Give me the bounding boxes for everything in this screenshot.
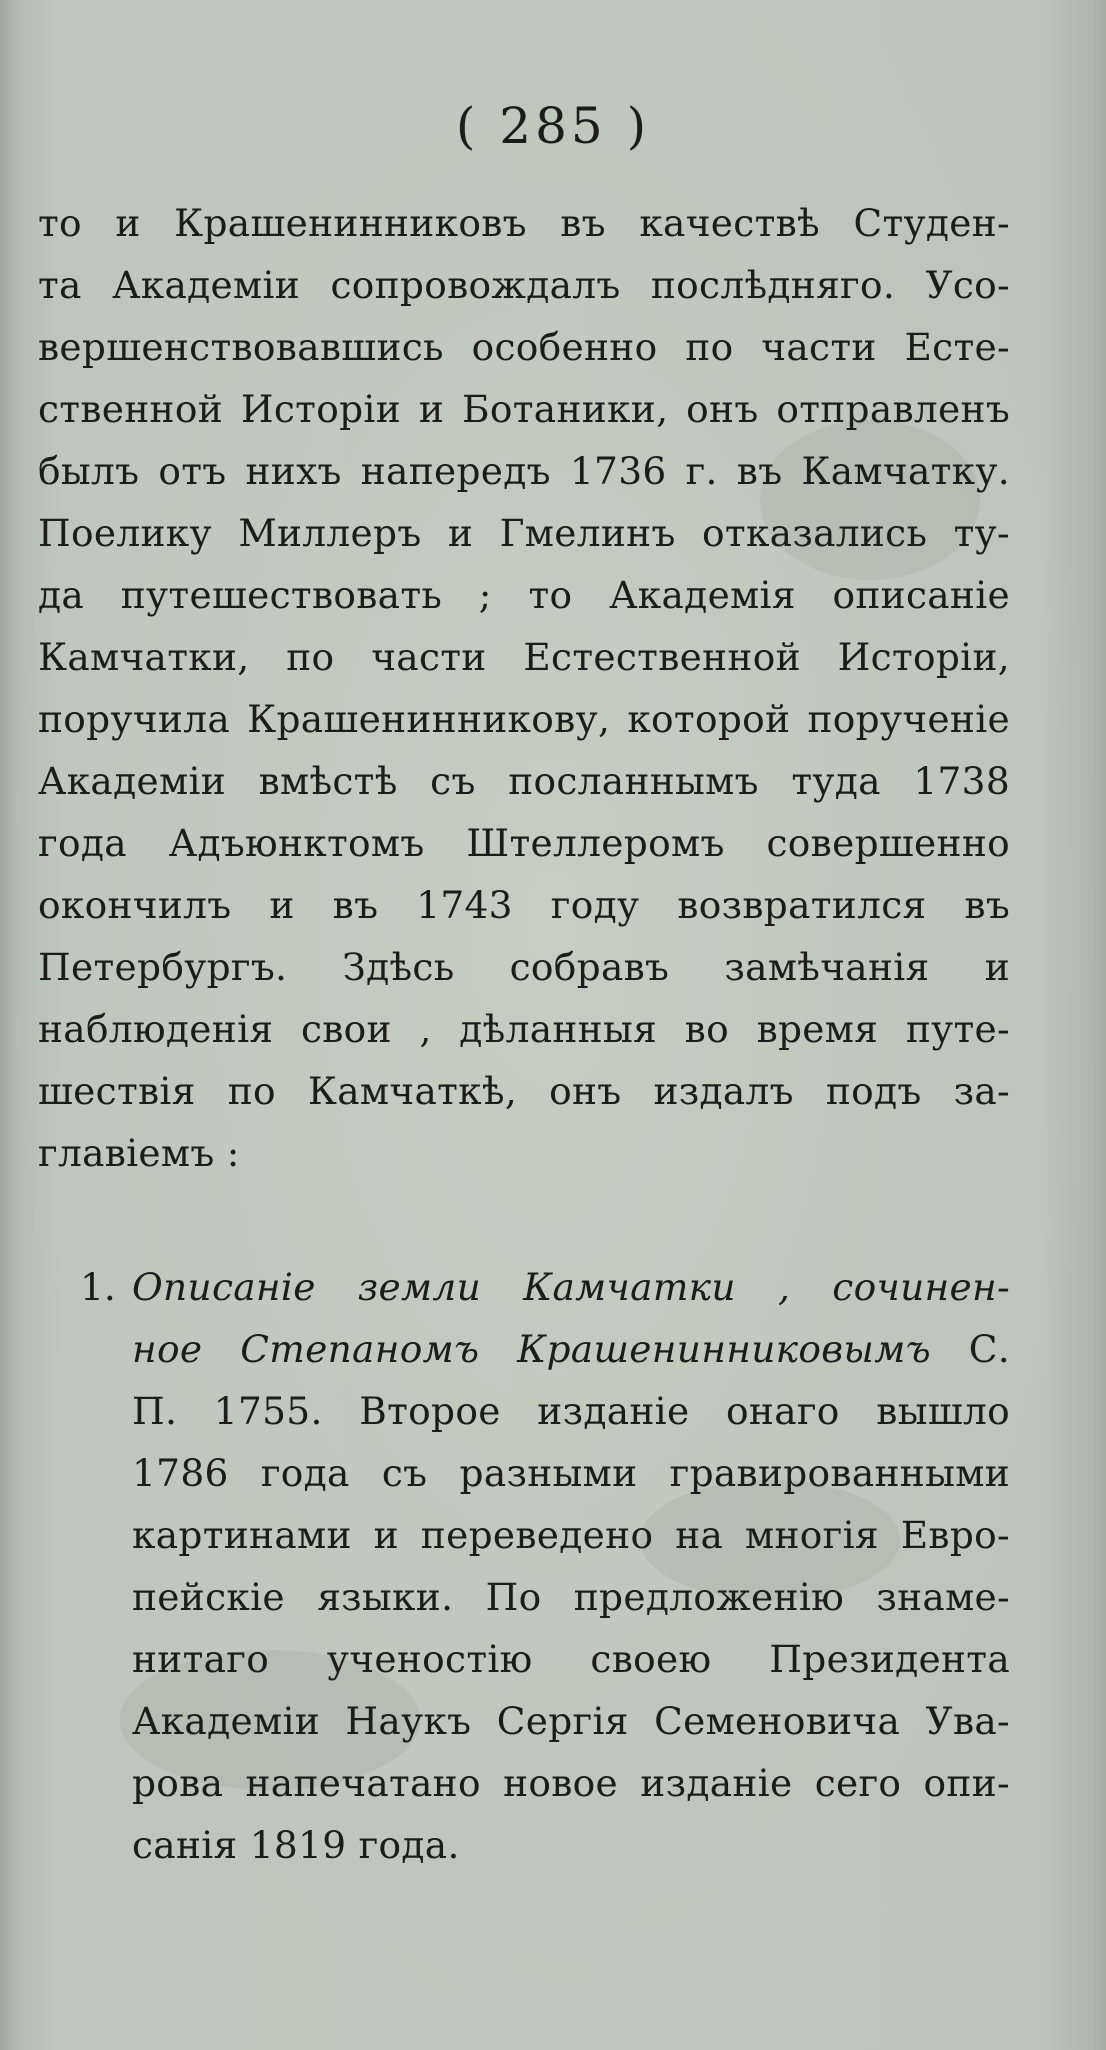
text-line: окончилъ и въ 1743 году возвратился въ	[38, 883, 1010, 927]
text-line: наблюденія свои , дѣланныя во время путе-	[38, 1007, 1010, 1051]
entry-line: 1786 года съ разными гравированными	[132, 1451, 1010, 1495]
main-paragraph	[38, 192, 1010, 1184]
entry-line: картинами и переведено на многія Евро-	[132, 1513, 1010, 1557]
entry-line: рова напечатано новое изданіе сего опи-	[132, 1761, 1010, 1805]
entry-title-rest: С.	[930, 1327, 1010, 1371]
entry-title-line: Описаніе земли Камчатки , сочинен-	[132, 1265, 1010, 1309]
text-line: шествія по Камчаткѣ, онъ издалъ подъ за-	[38, 1069, 1010, 1113]
entry-title-italic: ное Степаномъ Крашенинниковымъ	[132, 1327, 931, 1371]
text-line: года Адъюнктомъ Штеллеромъ совершенно	[38, 821, 1010, 865]
page-number: ( 285 )	[455, 97, 651, 155]
text-line: Камчатки, по части Естественной Исторіи,	[38, 635, 1010, 679]
entry-number: 1.	[80, 1265, 116, 1309]
text-line: былъ отъ нихъ напередъ 1736 г. въ Камчатку.	[38, 449, 1010, 493]
text-line: поручила Крашенинникову, которой порученіе	[38, 697, 1010, 741]
text-line: ственной Исторіи и Ботаники, онъ отправленъ	[38, 387, 1010, 431]
entry-first-row	[80, 1256, 1010, 1318]
entry-line: нитаго ученостію своею Президента	[132, 1637, 1010, 1681]
text-line: главіемъ :	[38, 1131, 240, 1175]
entry-line: П. 1755. Второе изданіе онаго вышло	[132, 1389, 1010, 1433]
text-line: Петербургъ. Здѣсь собравъ замѣчанія и	[38, 945, 1010, 989]
entry-line: Академіи Наукъ Сергія Семеновича Ува-	[132, 1699, 1010, 1743]
text-line: вершенствовавшись особенно по части Есте-	[38, 325, 1010, 369]
text-line: то и Крашенинниковъ въ качествѣ Студен-	[38, 201, 1010, 245]
entry-title-line	[132, 1318, 1010, 1380]
text-line: да путешествовать ; то Академія описаніе	[38, 573, 1010, 617]
entry-continuation	[132, 1318, 1010, 1876]
text-line: Поелику Миллеръ и Гмелинъ отказались ту-	[38, 511, 1010, 555]
bibliography-entry	[80, 1256, 1010, 1318]
entry-line: пейскіе языки. По предложенію знаме-	[132, 1575, 1010, 1619]
text-line: Академіи вмѣстѣ съ посланнымъ туда 1738	[38, 759, 1010, 803]
entry-line: санія 1819 года.	[132, 1823, 460, 1867]
text-line: та Академіи сопровождалъ послѣдняго. Усо-	[38, 263, 1010, 307]
